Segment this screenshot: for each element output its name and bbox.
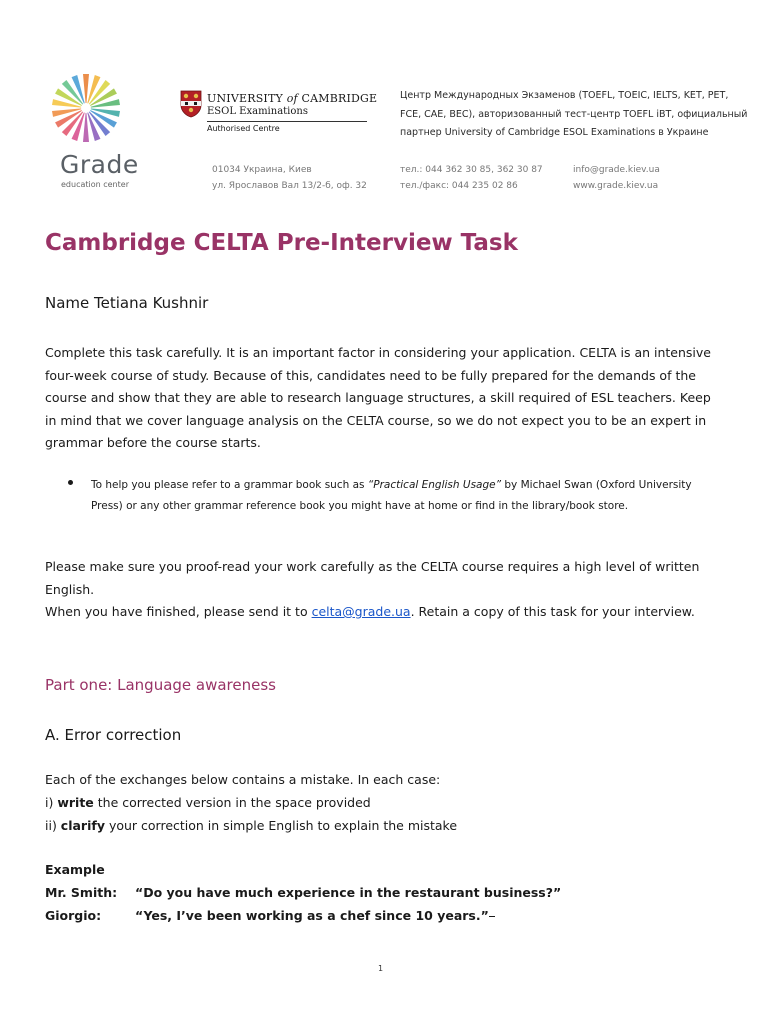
page-number: 1 — [378, 964, 384, 973]
esol-examinations-label: ESOL Examinations — [207, 106, 308, 117]
center-description-line: партнер University of Cambridge ESOL Examinations в Украине — [400, 127, 709, 138]
celta-email-link[interactable]: celta@grade.ua — [311, 604, 411, 619]
error-correction-heading: A. Error correction — [45, 726, 182, 744]
center-description — [400, 87, 748, 143]
contact-website[interactable]: www.grade.kiev.ua — [573, 181, 659, 191]
authorised-centre-label: Authorised Centre — [207, 124, 280, 133]
example-row — [45, 881, 725, 904]
speaker-line: “Do you have much experience in the restaurant business?” — [135, 885, 562, 900]
postal-address — [212, 162, 367, 194]
contact-email[interactable]: info@grade.kiev.ua — [573, 165, 660, 175]
intro-paragraph: Complete this task carefully. It is an important factor in considering your application. CELTA is an intensive four-week course of study. Because of this, candidates need to be fully prepared for the demands of the course and show that they are able to research language structures, a skill required of ESL teachers. Keep in mind that we cover language analysis on the CELTA course, so we do not expect you to be an expert in grammar before the course starts. — [45, 345, 711, 450]
document-title: Cambridge CELTA Pre-Interview Task — [45, 230, 518, 256]
instruction-line: ii) clarify your correction in simple English to explain the mistake — [45, 818, 458, 833]
answer-blank — [489, 904, 495, 917]
fax-line: тел./факс: 044 235 02 86 — [400, 181, 518, 191]
speaker-name: Giorgio: — [45, 908, 102, 923]
speaker-line: “Yes, I’ve been working as a chef since 10 years.” — [135, 908, 489, 923]
instruction-line: i) write the corrected version in the space provided — [45, 795, 371, 810]
candidate-name: Name Tetiana Kushnir — [45, 294, 209, 312]
speaker-name: Mr. Smith: — [45, 885, 118, 900]
grade-logo-wordmark: Grade — [60, 150, 139, 179]
center-description-line: Центр Международных Экзаменов (TOEFL, TOEIC, IELTS, KET, PET, — [400, 90, 729, 101]
letterhead-divider — [207, 121, 367, 122]
address-line: ул. Ярославов Вал 13/2-б, оф. 32 — [212, 181, 367, 191]
part-one-heading: Part one: Language awareness — [45, 676, 276, 694]
task-instructions — [45, 768, 725, 837]
book-title: “Practical English Usage” — [367, 479, 502, 491]
grade-logo-subtitle: education center — [61, 180, 129, 189]
proofread-note: Please make sure you proof-read your work carefully as the CELTA course requires a high level of written English. — [45, 559, 700, 597]
phone-numbers — [400, 162, 543, 194]
grammar-book-bullet: To help you please refer to a grammar book such as “Practical English Usage” by Michael Swan (Oxford University Press) or any other grammar reference book you might have at home or find in the library/book store. — [91, 479, 692, 512]
instruction-line: Each of the exchanges below contains a mistake. In each case: — [45, 772, 441, 787]
cambridge-crest-icon — [180, 90, 202, 118]
center-description-line: FCE, CAE, BEC), авторизованный тест-центр TOEFL iBT, официальный — [400, 108, 748, 120]
web-contacts — [573, 162, 660, 194]
grade-star-logo-icon — [52, 70, 120, 154]
bullet-icon — [68, 480, 73, 485]
send-instructions: When you have finished, please send it to celta@grade.ua. Retain a copy of this task for your interview. — [45, 604, 695, 619]
example-row — [45, 904, 725, 927]
example-label: Example — [45, 862, 105, 877]
phone-line: тел.: 044 362 30 85, 362 30 87 — [400, 165, 543, 175]
cambridge-university-name: UNIVERSITY of CAMBRIDGE — [207, 92, 378, 105]
address-line: 01034 Украина, Киев — [212, 165, 312, 175]
submission-paragraph — [45, 556, 725, 624]
example-exchange — [45, 858, 725, 927]
